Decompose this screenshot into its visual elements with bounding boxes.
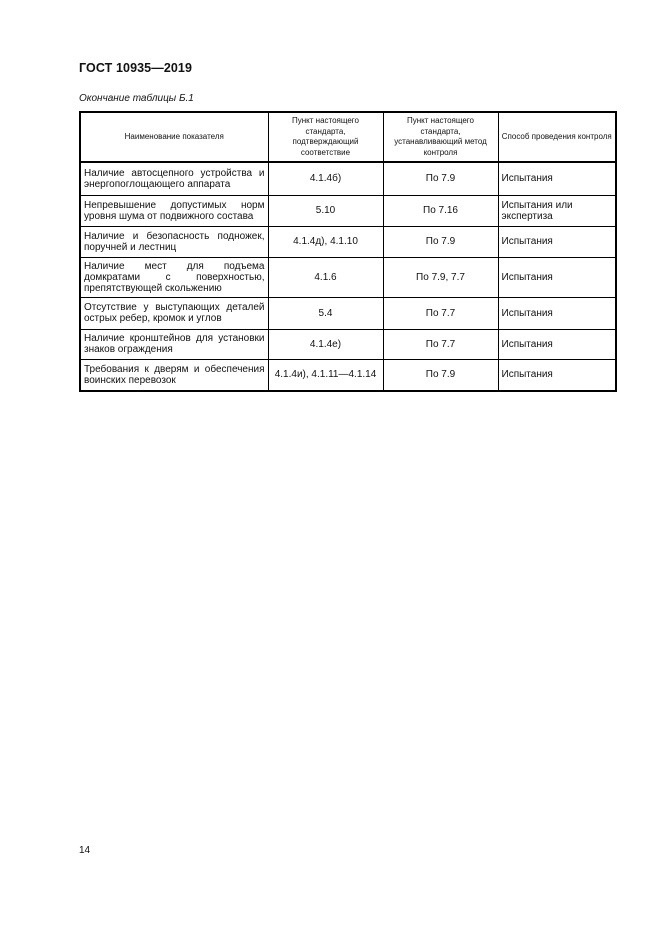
page-number: 14 xyxy=(79,845,91,856)
table-row xyxy=(80,162,616,195)
column-header-control-method: Способ проведения контроля xyxy=(498,112,616,162)
cell-method-clause: По 7.9 xyxy=(383,162,498,195)
cell-indicator: Наличие кронштейнов для установки знаков ограждения xyxy=(80,329,268,359)
cell-control-method: Испытания xyxy=(498,226,616,257)
cell-compliance-clause: 5.4 xyxy=(268,297,383,329)
cell-compliance-clause: 4.1.4е) xyxy=(268,329,383,359)
cell-control-method: Испытания xyxy=(498,162,616,195)
cell-compliance-clause: 4.1.4д), 4.1.10 xyxy=(268,226,383,257)
cell-method-clause: По 7.9 xyxy=(383,359,498,391)
cell-indicator: Наличие мест для подъема домкратами с поверхностью, препятствующей скольжению xyxy=(80,257,268,297)
cell-indicator: Требования к дверям и обеспечения воинских перевозок xyxy=(80,359,268,391)
table-caption: Окончание таблицы Б.1 xyxy=(79,93,194,104)
table-row xyxy=(80,195,616,226)
cell-method-clause: По 7.7 xyxy=(383,297,498,329)
cell-indicator: Непревышение допустимых норм уровня шума от подвижного состава xyxy=(80,195,268,226)
cell-control-method: Испытания xyxy=(498,257,616,297)
cell-control-method: Испытания или экспертиза xyxy=(498,195,616,226)
cell-compliance-clause: 4.1.6 xyxy=(268,257,383,297)
column-header-indicator: Наименование показателя xyxy=(80,112,268,162)
cell-compliance-clause: 5.10 xyxy=(268,195,383,226)
column-header-method-clause: Пункт настоящего стандарта, устанавливающий метод контроля xyxy=(383,112,498,162)
document-header: ГОСТ 10935—2019 xyxy=(79,61,193,75)
table-row xyxy=(80,297,616,329)
table-row xyxy=(80,257,616,297)
cell-control-method: Испытания xyxy=(498,297,616,329)
cell-compliance-clause: 4.1.4и), 4.1.11—4.1.14 xyxy=(268,359,383,391)
cell-compliance-clause: 4.1.4б) xyxy=(268,162,383,195)
cell-control-method: Испытания xyxy=(498,329,616,359)
table-row xyxy=(80,226,616,257)
cell-indicator: Наличие и безопасность подножек, поручней и лестниц xyxy=(80,226,268,257)
cell-method-clause: По 7.9 xyxy=(383,226,498,257)
indicators-table xyxy=(79,111,617,392)
table-header-row xyxy=(80,112,616,162)
cell-method-clause: По 7.16 xyxy=(383,195,498,226)
cell-control-method: Испытания xyxy=(498,359,616,391)
table-row xyxy=(80,359,616,391)
column-header-compliance-clause: Пункт настоящего стандарта, подтверждающий соответствие xyxy=(268,112,383,162)
cell-method-clause: По 7.9, 7.7 xyxy=(383,257,498,297)
table-row xyxy=(80,329,616,359)
cell-indicator: Наличие автосцепного устройства и энергопоглощающего аппарата xyxy=(80,162,268,195)
cell-method-clause: По 7.7 xyxy=(383,329,498,359)
cell-indicator: Отсутствие у выступающих деталей острых ребер, кромок и углов xyxy=(80,297,268,329)
